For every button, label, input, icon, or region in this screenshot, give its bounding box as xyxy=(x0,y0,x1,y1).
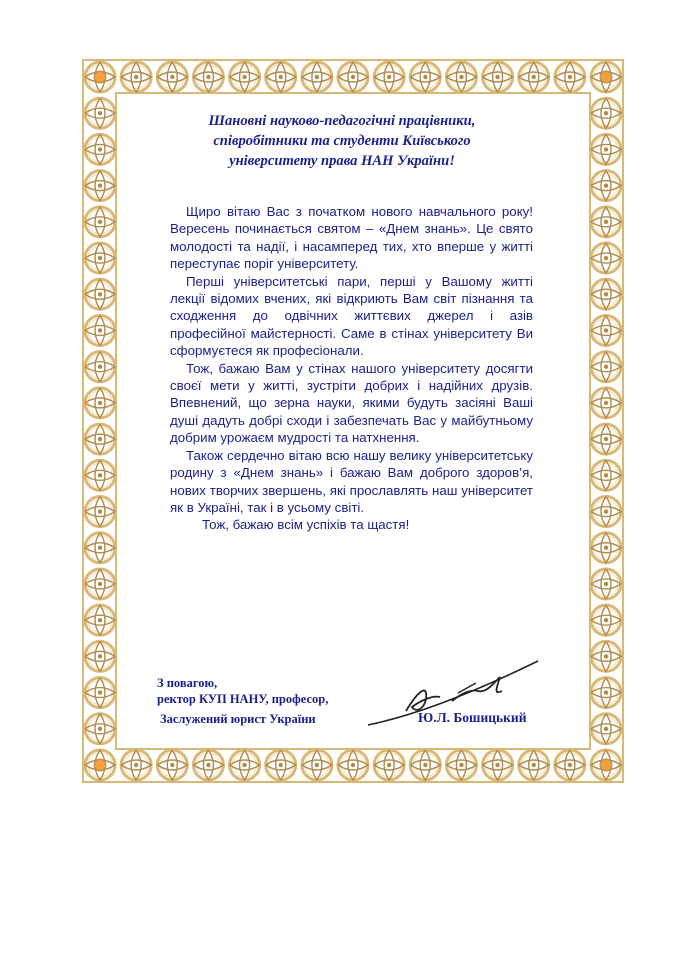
frame-knot-center xyxy=(98,546,102,550)
frame-knot-center xyxy=(604,437,608,441)
frame-knot-center xyxy=(170,763,174,767)
frame-knot-center xyxy=(604,147,608,151)
frame-knot-center xyxy=(134,763,138,767)
frame-knot-center xyxy=(604,654,608,658)
frame-knot-center xyxy=(604,509,608,513)
frame-knot-center xyxy=(604,364,608,368)
frame-knot-center xyxy=(568,763,572,767)
frame-knot-center xyxy=(387,75,391,79)
signature-honorary-title: Заслужений юрист України xyxy=(160,712,316,726)
frame-knot-center xyxy=(604,690,608,694)
frame-knot-center xyxy=(98,618,102,622)
frame-knot-center xyxy=(98,582,102,586)
frame-knot-center xyxy=(98,183,102,187)
frame-knot-center xyxy=(170,75,174,79)
corner-gem-icon xyxy=(94,759,106,771)
heading-line: Шановні науково-педагогічні працівники, xyxy=(208,113,476,129)
frame-knot-center xyxy=(98,147,102,151)
frame-knot-center xyxy=(134,75,138,79)
frame-knot-center xyxy=(98,111,102,115)
frame-knot-center xyxy=(495,75,499,79)
body-paragraph: Щиро вітаю Вас з початком нового навчального року! Вересень починається святом – «Днем знань». Це свято молодості та надії, і насамперед тих, хто вперше у житті переступає поріг університету. xyxy=(170,204,533,272)
frame-knot-center xyxy=(351,763,355,767)
frame-knot-center xyxy=(315,763,319,767)
body-paragraph: Тож, бажаю Вам у стінах нашого університету досягти своєї мети у житті, зустріти добрих і надійних друзів. Впевнений, що зерна науки, якими будуть засіяні Ваші душі дадуть добрі сходи і забезпечать Вас у майбутньому добрим урожаєм мудрості та натхнення. xyxy=(170,360,533,446)
signature-position: ректор КУП НАНУ, професор, xyxy=(157,692,329,706)
frame-knot-center xyxy=(98,401,102,405)
frame-knot-center xyxy=(568,75,572,79)
frame-knot-center xyxy=(98,654,102,658)
signatory-name: Ю.Л. Бошицький xyxy=(418,710,527,725)
frame-knot-center xyxy=(242,75,246,79)
frame-knot-center xyxy=(604,546,608,550)
body-paragraph: Також сердечно вітаю всю нашу велику університетську родину з «Днем знань» і бажаю Вам доброго здоров’я, нових творчих звершень, які прославлять наш університет як в Україні, так і в усьому світі. xyxy=(170,447,533,515)
body-paragraph: Перші університетські пари, перші у Вашому житті лекції відомих вчених, які відкриють Вам світ пізнання та сходження до одвічних життєвих джерел і азів професійної майстерності. Саме в стінах університету Ви сформуєтеся як професіонали. xyxy=(170,273,533,359)
frame-knot-center xyxy=(459,75,463,79)
frame-knot-center xyxy=(423,763,427,767)
frame-knot-center xyxy=(315,75,319,79)
frame-knot-center xyxy=(604,111,608,115)
closing-wish: Тож, бажаю всім успіхів та щастя! xyxy=(202,517,410,533)
frame-knot-center xyxy=(604,220,608,224)
frame-knot-center xyxy=(98,509,102,513)
frame-knot-center xyxy=(604,183,608,187)
frame-knot-center xyxy=(423,75,427,79)
heading-line: співробітники та студенти Київського xyxy=(213,133,471,149)
frame-knot-center xyxy=(604,256,608,260)
frame-knot-center xyxy=(98,437,102,441)
frame-knot-center xyxy=(604,328,608,332)
frame-knot-center xyxy=(98,473,102,477)
frame-knot-center xyxy=(604,727,608,731)
frame-knot-center xyxy=(351,75,355,79)
corner-gem-icon xyxy=(94,71,106,83)
frame-knot-center xyxy=(242,763,246,767)
frame-knot-center xyxy=(532,75,536,79)
corner-gem-icon xyxy=(600,71,612,83)
frame-knot-center xyxy=(604,473,608,477)
heading-line: університету права НАН України! xyxy=(229,153,455,169)
frame-knot-center xyxy=(206,763,210,767)
signature-regards: З повагою, xyxy=(157,676,218,690)
frame-knot-center xyxy=(279,763,283,767)
frame-knot-center xyxy=(604,401,608,405)
letter-body xyxy=(170,203,533,534)
frame-knot-center xyxy=(532,763,536,767)
frame-knot-center xyxy=(98,364,102,368)
frame-knot-center xyxy=(604,292,608,296)
frame-knot-center xyxy=(279,75,283,79)
frame-knot-center xyxy=(98,328,102,332)
frame-knot-center xyxy=(459,763,463,767)
frame-knot-center xyxy=(604,618,608,622)
greeting-heading xyxy=(150,111,534,171)
frame-knot-center xyxy=(98,256,102,260)
frame-knot-center xyxy=(98,727,102,731)
frame-knot-center xyxy=(604,582,608,586)
frame-knot-center xyxy=(98,292,102,296)
frame-knot-center xyxy=(495,763,499,767)
corner-gem-icon xyxy=(600,759,612,771)
frame-knot-center xyxy=(98,220,102,224)
frame-knot-center xyxy=(98,690,102,694)
frame-knot-center xyxy=(387,763,391,767)
frame-knot-center xyxy=(206,75,210,79)
